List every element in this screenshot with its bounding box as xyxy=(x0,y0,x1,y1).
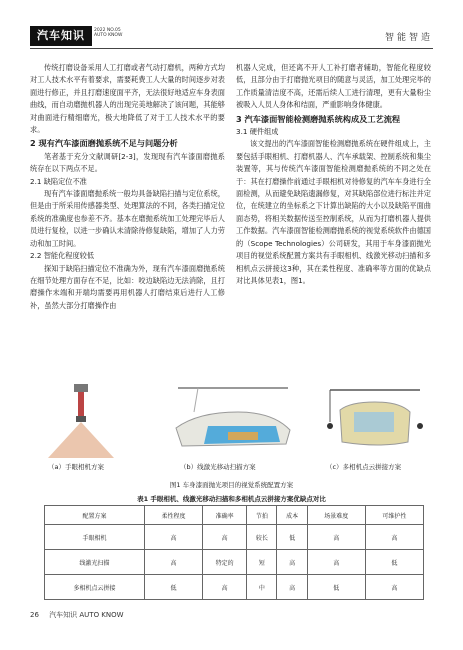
paragraph: 现有汽车漆面磨抛系统一般均具备缺陷扫描与定位系统，但是由于所采用传感器类型、处理算法的不同，各类扫描定位系统的准确度也参差不齐。基本在磨抛系统加工处理完毕后人员进行复检，以进一步确认未清除待修复缺陷，增加了人力劳动和加工时间。 xyxy=(30,189,225,248)
left-column xyxy=(30,62,225,312)
camera-dot xyxy=(417,423,423,429)
table-cell: 特定的 xyxy=(203,550,247,575)
table-header-cell: 柔性程度 xyxy=(144,506,202,525)
table-cell: 低 xyxy=(277,525,307,550)
camera-dot xyxy=(327,423,333,429)
paragraph: 笔者基于充分文献调研[2-3]，发现现有汽车漆面磨抛系统存在以下两点不足。 xyxy=(30,151,225,174)
table-cell: 高 xyxy=(203,525,247,550)
figure-a-image xyxy=(34,382,154,460)
figure-1 xyxy=(30,382,433,492)
table-cell: 多相机点云拼接 xyxy=(45,575,145,600)
issue-label xyxy=(94,28,122,38)
paragraph: 该文提出的汽车漆面智能检测磨抛系统在硬件组成上，主要包括手眼相机、打磨机器人、汽车承载架、控制系统和集尘装置等，其与传统汽车漆面智能检测磨抛系统的不同之处在于：其在打磨操作前通过手眼相机对待修复的汽车车身进行全面检测，从而避免缺陷遗漏修复，对其缺陷部位进行标注并定位，在统建立的坐标系之下计算出缺陷的大小以及缺陷平面曲面态势，将相关数据传送至控制系统，从而为打磨机器人提供工作数据。汽车漆面智能检测磨抛系统的视觉系统软件由德国的（Scope Technologies）公司研发，其用于车身漆面抛光项目的视觉系统配置方案共有手眼相机、线激光移动扫描和多相机点云拼接这3种，其在柔性程度、准确率等方面的优缺点对比具体见表1，图1。 xyxy=(236,139,431,285)
table-cell: 低 xyxy=(144,575,202,600)
figure-c-image xyxy=(320,382,430,460)
page-footer xyxy=(30,610,124,620)
page-header xyxy=(30,26,433,52)
table-header-row xyxy=(45,506,424,525)
comparison-table xyxy=(44,505,424,600)
table-cell: 低 xyxy=(365,550,423,575)
table-cell: 高 xyxy=(277,575,307,600)
table-header-cell: 成本 xyxy=(277,506,307,525)
table-cell: 较长 xyxy=(247,525,277,550)
table-body xyxy=(45,525,424,600)
right-column xyxy=(236,62,431,287)
table-header-cell: 节拍 xyxy=(247,506,277,525)
table-cell: 高 xyxy=(365,525,423,550)
table-cell: 高 xyxy=(144,550,202,575)
table-row xyxy=(45,550,424,575)
subsection-heading: 3.1 硬件组成 xyxy=(236,127,279,137)
table-title: 表1 手眼相机、线激光移动扫描和多相机点云拼接方案优缺点对比 xyxy=(137,495,326,503)
table-cell: 中 xyxy=(247,575,277,600)
figure-b-image xyxy=(168,382,298,460)
page-number: 26 xyxy=(30,611,39,619)
camera-head xyxy=(76,416,86,422)
scan-band xyxy=(228,432,258,440)
paragraph: 探知于缺陷扫描定位不准确为外，现有汽车漆面磨抛系统在细节处理方面存在不足，比如：咬边缺陷边无法消除，且打磨操作末端和开端均需要再用机器人打磨结束后进行人工修补，虽然大部分打磨操作由 xyxy=(30,263,225,310)
issue-journal-en: AUTO KNOW xyxy=(94,33,123,38)
table-row xyxy=(45,525,424,550)
paragraph: 机器人完成，但还离不开人工补打磨者辅助，智能化程度较低，且部分由于打磨抛光项目的随意与灵活，加工处理完毕的工作质量清洁度不高，还需后续人工进行清理，更有大量粉尘被吸入人员人身体和结面，严重影响身体健康。 xyxy=(236,63,431,110)
table-header-cell: 可维护性 xyxy=(365,506,423,525)
section-heading: 3 汽车漆面智能检测磨抛系统构成及工艺流程 xyxy=(236,113,401,124)
issue-number: 2022 NO.05 xyxy=(94,28,121,33)
figure-c-caption: （c）多相机点云拼接方案 xyxy=(326,463,402,471)
paragraph: 传统打磨设备采用人工打磨或者气动打磨机，两种方式均对工人技术水平有着要求，需要耗费工人大量的时间逐步对表面进行修正，并且打磨速度面平齐，无法很好地适应车身表面曲线，而自动磨抛机器人的出现完美地解决了该问题，其能够对曲面进行精细磨光，极大地降低了对于工人技术水平的要求。 xyxy=(30,63,225,135)
laser-line xyxy=(194,388,198,412)
table-cell: 高 xyxy=(144,525,202,550)
camera-body xyxy=(74,384,88,392)
section-heading: 2 现有汽车漆面磨抛系统不足与问题分析 xyxy=(30,138,178,149)
figure-b-caption: （b）线激光移动扫描方案 xyxy=(180,463,256,471)
figure-title: 图1 车身漆面抛光项目的视觉系统配置方案 xyxy=(169,481,294,489)
table-cell: 高 xyxy=(307,525,365,550)
table-cell: 高 xyxy=(365,575,423,600)
subsection-heading: 2.2 智能化程度较低 xyxy=(30,251,95,261)
figure-a-caption: （a）手眼相机方案 xyxy=(48,463,104,471)
table-row xyxy=(45,575,424,600)
header-rule xyxy=(30,48,433,49)
table-cell: 高 xyxy=(277,550,307,575)
table-cell: 低 xyxy=(307,575,365,600)
point-cloud xyxy=(354,412,394,432)
table-header-cell: 配置方案 xyxy=(45,506,145,525)
section-title: 智能智造 xyxy=(384,33,433,43)
camera-field xyxy=(48,422,114,458)
table-cell: 短 xyxy=(247,550,277,575)
robot-arm xyxy=(78,392,84,418)
table-cell: 手眼相机 xyxy=(45,525,145,550)
table-header-cell: 准确率 xyxy=(203,506,247,525)
table-cell: 高 xyxy=(203,575,247,600)
table-cell: 线激光扫描 xyxy=(45,550,145,575)
journal-name: 汽车知识 AUTO KNOW xyxy=(49,611,124,619)
table-header-cell: 场景难度 xyxy=(307,506,365,525)
journal-logo: 汽车知识 xyxy=(30,26,92,46)
subsection-heading: 2.1 缺陷定位不准 xyxy=(30,176,87,186)
table-cell: 高 xyxy=(307,550,365,575)
